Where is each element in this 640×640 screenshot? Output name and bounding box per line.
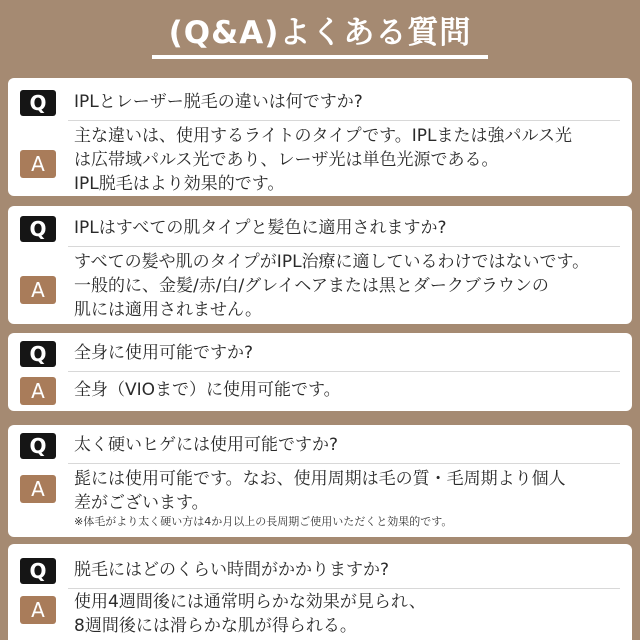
- answer-line: 主な違いは、使用するライトのタイプです。IPLまたは強パルス光: [74, 126, 573, 146]
- answer-line: 使用4週間後には通常明らかな効果が見られ、: [74, 592, 426, 612]
- question-badge: Q: [20, 341, 56, 367]
- question-text: 全身に使用可能ですか?: [74, 343, 254, 363]
- question-text: 脱毛にはどのくらい時間がかかりますか?: [74, 560, 390, 580]
- faq-card-4: [8, 425, 632, 537]
- page-title: (Q&A)よくある質問: [168, 15, 472, 51]
- answer-line: IPL脱毛はより効果的です。: [74, 174, 285, 194]
- divider: [68, 371, 620, 372]
- answer-badge: A: [20, 475, 56, 503]
- header: [0, 0, 640, 74]
- answer-line: 差がございます。: [74, 493, 209, 513]
- answer-text: [74, 590, 622, 638]
- answer-badge: A: [20, 150, 56, 178]
- question-text: IPLとレーザー脱毛の違いは何ですか?: [74, 92, 363, 112]
- footnote: ※体毛がより太く硬い方は4か月以上の長周期ご使用いただくと効果的です。: [74, 515, 453, 528]
- answer-line: 一般的に、金髪/赤/白/グレイヘアまたは黒とダークブラウンの: [74, 276, 549, 296]
- answer-line: 髭には使用可能です。なお、使用周期は毛の質・毛周期より個人: [74, 469, 566, 489]
- faq-card-2: [8, 206, 632, 324]
- question-text: 太く硬いヒゲには使用可能ですか?: [74, 435, 339, 455]
- answer-text: [74, 378, 622, 402]
- answer-badge: A: [20, 276, 56, 304]
- answer-text: [74, 250, 622, 322]
- question-badge: Q: [20, 433, 56, 459]
- divider: [68, 463, 620, 464]
- divider: [68, 120, 620, 121]
- question-text: IPLはすべての肌タイプと髪色に適用されますか?: [74, 218, 447, 238]
- question-badge: Q: [20, 216, 56, 242]
- faq-card-3: [8, 333, 632, 411]
- divider: [68, 246, 620, 247]
- question-badge: Q: [20, 90, 56, 116]
- divider: [68, 588, 620, 589]
- answer-line: 全身（VIOまで）に使用可能です。: [74, 380, 341, 400]
- answer-line: すべての髪や肌のタイプがIPL治療に適しているわけではないです。: [74, 252, 590, 272]
- answer-line: は広帯域パルス光であり、レーザ光は単色光源である。: [74, 150, 499, 170]
- title-underline: [152, 55, 488, 59]
- faq-card-5: [8, 544, 632, 640]
- answer-text: [74, 124, 622, 196]
- answer-text: [74, 467, 622, 515]
- answer-line: 肌には適用されません。: [74, 300, 263, 320]
- answer-line: 8週間後には滑らかな肌が得られる。: [74, 616, 357, 636]
- faq-card-1: [8, 78, 632, 196]
- question-badge: Q: [20, 558, 56, 584]
- answer-badge: A: [20, 596, 56, 624]
- answer-badge: A: [20, 377, 56, 405]
